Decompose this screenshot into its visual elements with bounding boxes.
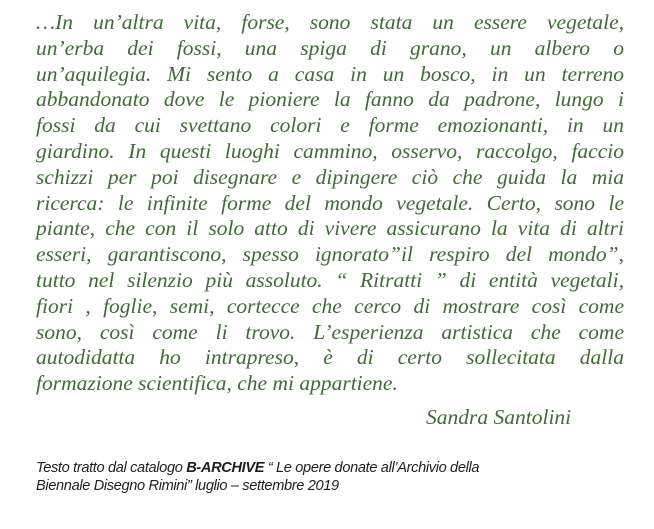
- quote-text: [36, 10, 624, 397]
- source-caption: [36, 459, 636, 495]
- quote-line: un’aquilegia. Mi sento a casa in un bosco, in un terreno: [36, 61, 624, 86]
- caption-line-1: [36, 459, 636, 477]
- caption-line-2: Biennale Disegno Rimini” luglio – settembre 2019: [36, 478, 339, 494]
- quote-line: schizzi per poi disegnare e dipingere ciò che guida la mia: [36, 164, 624, 189]
- quote-line: autodidatta ho intrapreso, è di certo sollecitata dalla: [36, 345, 624, 370]
- quote-line: tutto nel silenzio più assoluto. “ Ritratti ” di entità vegetali,: [36, 267, 624, 292]
- quote-line: fossi da cui svettano colori e forme emozionanti, in un: [36, 113, 624, 138]
- quote-line: …In un’altra vita, forse, sono stata un essere vegetale,: [36, 10, 624, 34]
- quote-line: piante, che con il solo atto di vivere assicurano la vita di altri: [36, 216, 624, 241]
- catalog-brand: B-ARCHIVE: [186, 460, 265, 476]
- quote-line: abbandonato dove le pioniere la fanno da padrone, lungo i: [36, 87, 624, 112]
- author-signature: Sandra Santolini: [426, 405, 572, 429]
- caption-suffix: “ Le opere donate all’Archivio della: [264, 460, 480, 476]
- caption-prefix: Testo tratto dal catalogo: [36, 460, 187, 476]
- quote-line: giardino. In questi luoghi cammino, osservo, raccolgo, faccio: [36, 138, 624, 163]
- quote-line: sono, così come li trovo. L’esperienza artistica che come: [36, 319, 624, 344]
- quote-line: esseri, garantiscono, spesso ignorato”il respiro del mondo”,: [36, 242, 624, 267]
- quote-line: ricerca: le infinite forme del mondo vegetale. Certo, sono le: [36, 190, 624, 215]
- quote-line: fiori , foglie, semi, cortecce che cerco di mostrare così come: [36, 293, 624, 318]
- quote-line: formazione scientifica, che mi appartiene.: [36, 371, 398, 396]
- quote-line: un’erba dei fossi, una spiga di grano, un albero o: [36, 35, 624, 60]
